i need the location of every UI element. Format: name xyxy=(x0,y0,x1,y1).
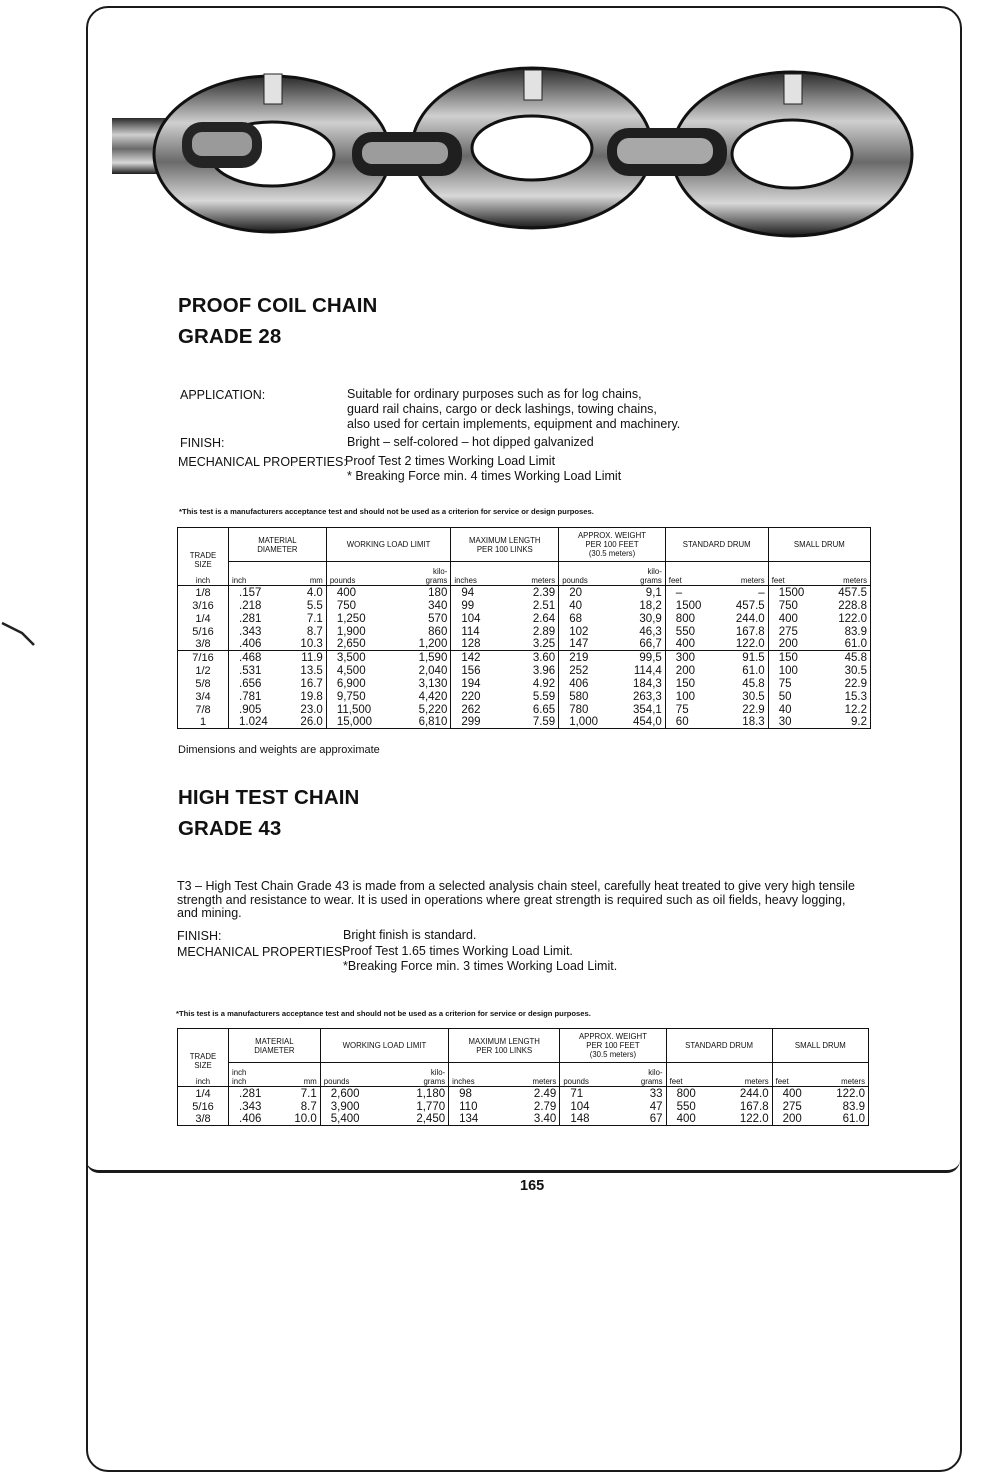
table-cell: 83.9 xyxy=(842,1100,865,1113)
table-cell: 45.8 xyxy=(822,651,871,664)
table-cell: 20 xyxy=(559,586,617,599)
table-cell: 244.0 xyxy=(717,1087,772,1100)
sub-kilograms: kilo- grams xyxy=(399,562,451,586)
table-cell: 1,590 xyxy=(399,651,451,664)
table-cell: 7.1 xyxy=(306,612,323,625)
table-cell: 60 xyxy=(665,716,719,729)
page-number: 165 xyxy=(520,1178,545,1194)
table-cell: 200 xyxy=(772,1113,818,1126)
trade-size-cell: 7/16 xyxy=(178,651,229,664)
table-cell: 18,2 xyxy=(639,599,662,612)
table-cell: 262 xyxy=(451,703,507,716)
table-row xyxy=(178,1087,869,1100)
table-cell: .281 xyxy=(229,1087,280,1100)
table-cell: 104 xyxy=(451,612,507,625)
table-cell: .781 xyxy=(229,690,287,703)
mech-label: MECHANICAL PROPERTIES: xyxy=(178,455,347,469)
table-cell: 30.5 xyxy=(844,664,867,677)
table-cell: 110 xyxy=(449,1100,507,1113)
table-row xyxy=(178,612,871,625)
trade-size-cell: 1/2 xyxy=(195,664,211,677)
trade-size-cell: 1 xyxy=(199,716,207,728)
table-cell: 228.8 xyxy=(838,599,867,612)
header-small-drum: SMALL DRUM xyxy=(772,1029,868,1063)
table-cell: 400 xyxy=(772,1087,818,1100)
table-cell: 16.7 xyxy=(300,677,323,690)
sub-inch: inch inch xyxy=(229,1063,280,1087)
table-cell: .656 xyxy=(229,677,287,690)
trade-size-cell: 1/8 xyxy=(178,586,229,599)
table-cell: 400 xyxy=(768,612,822,625)
finish-value: Bright finish is standard. xyxy=(343,928,477,942)
table-cell: 40 xyxy=(768,703,822,716)
table-cell: 99 xyxy=(451,599,507,612)
page-border-bottom xyxy=(86,1160,960,1173)
trade-size-cell: 5/16 xyxy=(192,1100,214,1113)
table-cell: 7.1 xyxy=(279,1087,320,1100)
header-trade-size: TRADE SIZE inch xyxy=(189,551,217,585)
table-cell: 2.51 xyxy=(532,599,556,612)
table-cell: 2.49 xyxy=(506,1087,560,1100)
table-cell: 3.25 xyxy=(532,638,556,650)
table-cell: 13.5 xyxy=(300,664,323,677)
trade-size-cell: 5/8 xyxy=(195,677,211,690)
table-cell: – xyxy=(719,586,768,599)
table-cell: 104 xyxy=(560,1100,617,1113)
table-cell: 11,500 xyxy=(326,703,398,716)
table-cell: 220 xyxy=(451,690,507,703)
table-cell: 219 xyxy=(559,651,617,664)
header-small-drum: SMALL DRUM xyxy=(768,528,870,562)
table-row xyxy=(178,716,871,729)
table-cell: 75 xyxy=(665,703,719,716)
table-cell: 30.5 xyxy=(742,690,765,703)
table-cell: 122.0 xyxy=(838,612,867,625)
header-standard-drum: STANDARD DRUM xyxy=(665,528,768,562)
table-cell: 47 xyxy=(649,1100,663,1113)
table-cell: 1.024 xyxy=(229,716,287,729)
table-cell: 10.0 xyxy=(294,1113,317,1125)
table-cell: 194 xyxy=(451,677,507,690)
table-cell: 15.3 xyxy=(844,690,867,703)
table-cell: 4.92 xyxy=(532,677,556,690)
header-trade-size: TRADE SIZE inch xyxy=(189,1052,217,1086)
table-cell: 22.9 xyxy=(844,677,867,690)
table-cell: 275 xyxy=(768,625,822,638)
table-row xyxy=(178,625,871,638)
table-cell: 67 xyxy=(649,1113,663,1125)
table-cell: 1500 xyxy=(665,599,719,612)
table-cell: 9.2 xyxy=(851,716,867,728)
table-cell: .343 xyxy=(229,1100,280,1113)
sub-meters: meters xyxy=(822,562,871,586)
table-row xyxy=(178,664,871,677)
sub-pounds: pounds xyxy=(320,1063,390,1087)
header-weight: APPROX. WEIGHT PER 100 FEET (30.5 meters) xyxy=(559,528,666,562)
table-cell: 7.59 xyxy=(532,716,556,728)
table-cell: 30 xyxy=(768,716,822,729)
sub-meters: meters xyxy=(717,1063,772,1087)
table-cell: 15,000 xyxy=(326,716,398,729)
table-cell: 94 xyxy=(451,586,507,599)
table-cell: 91.5 xyxy=(719,651,768,664)
trade-size-cell: 1/4 xyxy=(178,1087,229,1100)
table-cell: 3,130 xyxy=(418,677,448,690)
table-cell: 244.0 xyxy=(735,612,765,625)
sub-pounds: pounds xyxy=(560,1063,617,1087)
proof-coil-table xyxy=(177,527,871,729)
table-cell: 26.0 xyxy=(300,716,323,728)
table-cell: 66,7 xyxy=(639,638,662,650)
sub-meters: meters xyxy=(507,562,559,586)
sub-kilograms: kilo- grams xyxy=(390,1063,448,1087)
table-cell: – xyxy=(665,586,719,599)
table-cell: .406 xyxy=(229,1113,280,1126)
table-cell: 100 xyxy=(665,690,719,703)
table-cell: 5,400 xyxy=(320,1113,390,1126)
sub-inch: inch xyxy=(229,562,287,586)
table-cell: 114,4 xyxy=(633,664,662,677)
section2-title: HIGH TEST CHAIN xyxy=(178,786,360,809)
table-cell: 800 xyxy=(665,612,719,625)
table-cell: 2,450 xyxy=(416,1113,446,1125)
header-standard-drum: STANDARD DRUM xyxy=(666,1029,772,1063)
table-cell: 18.3 xyxy=(742,716,765,728)
table-cell: 167.8 xyxy=(735,625,765,638)
table-cell: 1,250 xyxy=(326,612,398,625)
table-cell: 580 xyxy=(559,690,617,703)
table-cell: 780 xyxy=(559,703,617,716)
table-cell: 184,3 xyxy=(633,677,662,690)
table-cell: 68 xyxy=(559,612,617,625)
high-test-table xyxy=(177,1028,869,1126)
dimensions-note: Dimensions and weights are approximate xyxy=(178,744,380,756)
table-row xyxy=(178,586,871,599)
table-cell: 1,770 xyxy=(416,1100,446,1113)
table-cell: 6.65 xyxy=(532,703,556,716)
table-cell: 400 xyxy=(666,1113,717,1126)
table-cell: 299 xyxy=(451,716,507,729)
table-cell: 5,220 xyxy=(418,703,448,716)
table-cell: 19.8 xyxy=(300,690,323,703)
table-row xyxy=(178,599,871,612)
header-maxlen: MAXIMUM LENGTH PER 100 LINKS xyxy=(451,528,559,562)
table-cell: 3.40 xyxy=(533,1113,557,1125)
trade-size-cell: 7/8 xyxy=(195,703,211,716)
mech-text: Proof Test 1.65 times Working Load Limit. *Breaking Force min. 3 times Working Load Limit. xyxy=(342,944,618,973)
sub-inches: inches xyxy=(449,1063,507,1087)
finish-value: Bright – self-colored – hot dipped galvanized xyxy=(347,435,594,449)
table-cell: 102 xyxy=(559,625,617,638)
table-cell: 10.3 xyxy=(300,638,323,650)
header-wll: WORKING LOAD LIMIT xyxy=(326,528,451,562)
table-cell: 457.5 xyxy=(822,586,871,599)
mech-text: Proof Test 2 times Working Load Limit * Breaking Force min. 4 times Working Load Limit xyxy=(345,454,622,483)
scan-mark xyxy=(0,615,40,655)
table-cell: 457.5 xyxy=(735,599,765,612)
table-cell: 167.8 xyxy=(739,1100,769,1113)
table-cell: .281 xyxy=(229,612,287,625)
sub-feet: feet xyxy=(665,562,719,586)
table-cell: 3.96 xyxy=(532,664,556,677)
table-cell: 75 xyxy=(768,677,822,690)
table-cell: 8.7 xyxy=(306,625,323,638)
table-cell: 46,3 xyxy=(639,625,662,638)
table-cell: 71 xyxy=(560,1087,617,1100)
table-cell: 400 xyxy=(326,586,398,599)
table-cell: 2.64 xyxy=(532,612,556,625)
table-cell: .406 xyxy=(229,638,287,651)
sub-meters: meters xyxy=(818,1063,868,1087)
application-text: Suitable for ordinary purposes such as for log chains, guard rail chains, cargo or deck lashings, towing chains, also used for certain implements, equipment and machinery. xyxy=(347,387,681,431)
table-cell: 2.79 xyxy=(533,1100,557,1113)
table-cell: 98 xyxy=(449,1087,507,1100)
table-row xyxy=(178,703,871,716)
table-cell: 750 xyxy=(768,599,822,612)
table-cell: 6,810 xyxy=(418,716,448,728)
table-cell: 33 xyxy=(617,1087,666,1100)
table-cell: 100 xyxy=(768,664,822,677)
table-cell: 50 xyxy=(768,690,822,703)
trade-size-cell: 3/4 xyxy=(195,690,211,703)
table-cell: 2.39 xyxy=(507,586,559,599)
trade-size-cell: 1/4 xyxy=(195,612,211,625)
table-row xyxy=(178,1113,869,1126)
table-cell: 200 xyxy=(665,664,719,677)
sub-kilograms: kilo- grams xyxy=(617,562,665,586)
table-cell: 2,600 xyxy=(320,1087,390,1100)
acceptance-note: *This test is a manufacturers acceptance test and should not be used as a criterion for service or design purposes. xyxy=(176,1009,591,1018)
sub-meters: meters xyxy=(506,1063,560,1087)
table-cell: 275 xyxy=(772,1100,818,1113)
table-cell: .905 xyxy=(229,703,287,716)
finish-label: FINISH: xyxy=(177,929,222,943)
table-cell: 406 xyxy=(559,677,617,690)
sub-feet: feet xyxy=(768,562,822,586)
table-cell: 2.89 xyxy=(532,625,556,638)
table-cell: 156 xyxy=(451,664,507,677)
table-cell: 263,3 xyxy=(633,690,662,703)
application-label: APPLICATION: xyxy=(180,388,266,402)
table-cell: .468 xyxy=(229,651,287,664)
table-cell: 147 xyxy=(559,638,617,651)
table-cell: 1,000 xyxy=(559,716,617,729)
table-cell: 99,5 xyxy=(617,651,665,664)
trade-size-cell: 3/8 xyxy=(195,638,211,650)
table-cell: 2,040 xyxy=(418,664,448,677)
table-cell: 22.9 xyxy=(742,703,765,716)
table-cell: 3.60 xyxy=(507,651,559,664)
sub-kilograms: kilo- grams xyxy=(617,1063,666,1087)
table-cell: 83.9 xyxy=(844,625,867,638)
table-cell: 1,200 xyxy=(418,638,448,650)
table-cell: 570 xyxy=(428,612,448,625)
table-cell: 400 xyxy=(665,638,719,651)
trade-size-cell: 3/8 xyxy=(195,1113,211,1125)
table-cell: 122.0 xyxy=(818,1087,868,1100)
sub-mm: mm xyxy=(279,1063,320,1087)
table-cell: 61.0 xyxy=(742,664,765,677)
finish-label: FINISH: xyxy=(180,436,225,450)
sub-meters: meters xyxy=(719,562,768,586)
table-cell: 4.0 xyxy=(287,586,327,599)
table-cell: 750 xyxy=(326,599,398,612)
header-wll: WORKING LOAD LIMIT xyxy=(320,1029,448,1063)
sub-pounds: pounds xyxy=(559,562,617,586)
table-cell: 800 xyxy=(666,1087,717,1100)
table-cell: 252 xyxy=(559,664,617,677)
table-cell: 148 xyxy=(560,1113,617,1126)
table-cell: 354,1 xyxy=(633,703,662,716)
table-row xyxy=(178,651,871,664)
table-cell: 860 xyxy=(428,625,448,638)
table-cell: .218 xyxy=(229,599,287,612)
table-cell: 5.59 xyxy=(532,690,556,703)
table-cell: 8.7 xyxy=(300,1100,317,1113)
table-cell: 340 xyxy=(428,599,448,612)
table-cell: 300 xyxy=(665,651,719,664)
table-cell: 2,650 xyxy=(326,638,398,651)
table-cell: 3,500 xyxy=(326,651,398,664)
table-cell: 4,420 xyxy=(418,690,448,703)
header-material: MATERIAL DIAMETER xyxy=(229,528,327,562)
table-row xyxy=(178,1100,869,1113)
table-cell: 1,180 xyxy=(390,1087,448,1100)
table-cell: 122.0 xyxy=(739,1113,769,1125)
trade-size-cell: 3/16 xyxy=(192,599,214,612)
table-cell: 23.0 xyxy=(300,703,323,716)
section2-description: T3 – High Test Chain Grade 43 is made from a selected analysis chain steel, carefully heat treated to give very high tensile strength and resistance to wear. It is used in operations where great strength is required such as oil fields, heavy logging, and mining. xyxy=(177,879,855,920)
table-cell: .157 xyxy=(229,586,287,599)
table-row xyxy=(178,690,871,703)
table-cell: 454,0 xyxy=(633,716,662,728)
table-cell: 550 xyxy=(666,1100,717,1113)
table-cell: 6,900 xyxy=(326,677,398,690)
sub-feet: feet xyxy=(666,1063,717,1087)
header-weight: APPROX. WEIGHT PER 100 FEET (30.5 meters) xyxy=(560,1029,666,1063)
sub-pounds: pounds xyxy=(326,562,398,586)
table-cell: 9,1 xyxy=(617,586,665,599)
table-cell: 45.8 xyxy=(742,677,765,690)
table-cell: 61.0 xyxy=(842,1113,865,1125)
trade-size-cell: 5/16 xyxy=(192,625,214,638)
table-cell: 142 xyxy=(451,651,507,664)
table-cell: 30,9 xyxy=(639,612,662,625)
table-cell: 5.5 xyxy=(306,599,323,612)
table-cell: 3,900 xyxy=(320,1100,390,1113)
table-cell: 11.9 xyxy=(287,651,327,664)
table-row xyxy=(178,677,871,690)
table-cell: 150 xyxy=(768,651,822,664)
table-cell: 9,750 xyxy=(326,690,398,703)
sub-mm: mm xyxy=(287,562,327,586)
table-cell: .531 xyxy=(229,664,287,677)
table-cell: 61.0 xyxy=(844,638,867,650)
sub-inches: inches xyxy=(451,562,507,586)
chain-photo xyxy=(112,66,960,256)
table-cell: 12.2 xyxy=(844,703,867,716)
table-cell: 200 xyxy=(768,638,822,651)
table-row xyxy=(178,638,871,651)
table-cell: 550 xyxy=(665,625,719,638)
table-cell: 128 xyxy=(451,638,507,651)
table-cell: 40 xyxy=(559,599,617,612)
sub-feet: feet xyxy=(772,1063,818,1087)
table-cell: 114 xyxy=(451,625,507,638)
mech-label: MECHANICAL PROPERTIES: xyxy=(177,945,346,959)
acceptance-note: *This test is a manufacturers acceptance test and should not be used as a criterion for service or design purposes. xyxy=(179,507,594,516)
section2-grade: GRADE 43 xyxy=(178,817,282,840)
table-cell: 134 xyxy=(449,1113,507,1126)
section1-title: PROOF COIL CHAIN xyxy=(178,294,378,317)
table-cell: 180 xyxy=(399,586,451,599)
header-maxlen: MAXIMUM LENGTH PER 100 LINKS xyxy=(449,1029,560,1063)
table-cell: .343 xyxy=(229,625,287,638)
table-cell: 4,500 xyxy=(326,664,398,677)
header-material: MATERIAL DIAMETER xyxy=(229,1029,321,1063)
section1-grade: GRADE 28 xyxy=(178,325,282,348)
table-cell: 1500 xyxy=(768,586,822,599)
table-cell: 122.0 xyxy=(735,638,765,650)
table-cell: 1,900 xyxy=(326,625,398,638)
table-cell: 150 xyxy=(665,677,719,690)
